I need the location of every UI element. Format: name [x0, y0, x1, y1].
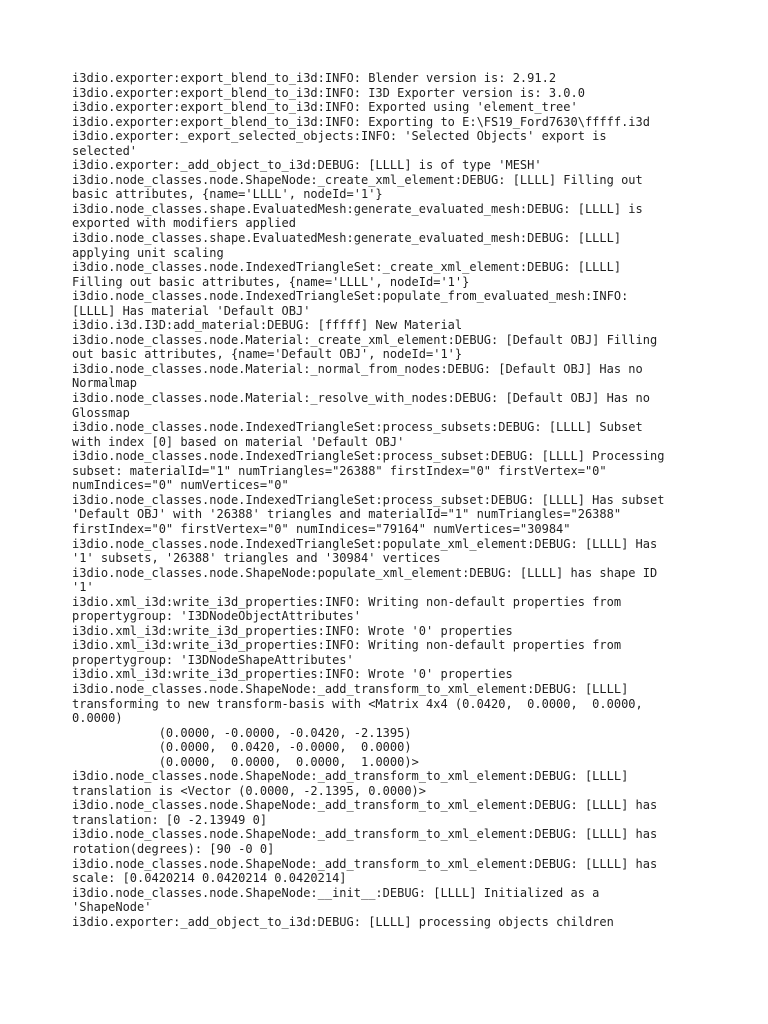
log-line: i3dio.node_classes.shape.EvaluatedMesh:generate_evaluated_mesh:DEBUG: [LLLL] is exported with modifiers applied: [72, 201, 643, 231]
log-line: i3dio.node_classes.node.IndexedTriangleSet:process_subsets:DEBUG: [LLLL] Subset with index [0] based on material 'Default OBJ': [72, 420, 643, 449]
log-line: i3dio.node_classes.node.IndexedTriangleSet:process_subset:DEBUG: [LLLL] Has subset 'Default OBJ' with '26388' triangles and materialId="1" numTriangles="26388" firstIndex="0" firstVertex="0" numIndices="79164" numVertices="30984": [72, 492, 665, 536]
log-line: i3dio.xml_i3d:write_i3d_properties:INFO: Writing non-default properties from propertygroup: 'I3DNodeShapeAttributes': [72, 638, 622, 667]
log-line: i3dio.exporter:_add_object_to_i3d:DEBUG: [LLLL] processing objects children: [72, 914, 614, 929]
log-line: i3dio.exporter:export_blend_to_i3d:INFO: Blender version is: 2.91.2: [72, 71, 557, 85]
log-line: i3dio.node_classes.node.Material:_resolve_with_nodes:DEBUG: [Default OBJ] Has no Glossmap: [72, 391, 650, 420]
log-line: i3dio.xml_i3d:write_i3d_properties:INFO: Wrote '0' properties: [72, 623, 513, 638]
log-line: i3dio.node_classes.node.IndexedTriangleSet:populate_from_evaluated_mesh:INFO: [LLLL] Has material 'Default OBJ': [72, 289, 629, 318]
log-line: i3dio.node_classes.node.ShapeNode:_add_transform_to_xml_element:DEBUG: [LLLL] has translation: [0 -2.13949 0]: [72, 798, 658, 827]
log-line: i3dio.exporter:_add_object_to_i3d:DEBUG: [LLLL] is of type 'MESH': [72, 158, 542, 173]
log-line: i3dio.node_classes.node.IndexedTriangleSet:process_subset:DEBUG: [LLLL] Processing subset: materialId="1" numTriangles="26388" firstIndex="0" firstVertex="0" numIndices="0" numVertices="0": [72, 449, 665, 493]
log-line: i3dio.node_classes.node.ShapeNode:_add_transform_to_xml_element:DEBUG: [LLLL] translation is <Vector (0.0000, -2.1395, 0.0000)>: [72, 769, 629, 798]
log-line: i3dio.i3d.I3D:add_material:DEBUG: [fffff] New Material: [72, 318, 463, 333]
log-line: i3dio.exporter:_export_selected_objects:INFO: 'Selected Objects' export is selected': [72, 129, 607, 158]
log-line: i3dio.node_classes.node.IndexedTriangleSet:_create_xml_element:DEBUG: [LLLL] Filling out basic attributes, {name='LLLL', nodeId='1'}: [72, 260, 622, 289]
log-line: i3dio.node_classes.node.Material:_normal_from_nodes:DEBUG: [Default OBJ] Has no Normalmap: [72, 361, 643, 391]
log-line: i3dio.node_classes.node.IndexedTriangleSet:populate_xml_element:DEBUG: [LLLL] Has '1' subsets, '26388' triangles and '30984' vertices: [72, 536, 658, 566]
log-output: [72, 71, 702, 929]
log-line: i3dio.xml_i3d:write_i3d_properties:INFO: Writing non-default properties from propertygroup: 'I3DNodeObjectAttributes': [72, 594, 622, 624]
log-line: i3dio.node_classes.node.ShapeNode:_add_transform_to_xml_element:DEBUG: [LLLL] has rotation(degrees): [90 -0 0]: [72, 827, 658, 856]
document-page: [72, 71, 702, 929]
log-line: i3dio.exporter:export_blend_to_i3d:INFO: Exported using 'element_tree': [72, 100, 578, 115]
log-line: i3dio.node_classes.node.ShapeNode:_add_transform_to_xml_element:DEBUG: [LLLL] has scale: [0.0420214 0.0420214 0.0420214]: [72, 856, 658, 886]
log-line: i3dio.node_classes.node.ShapeNode:_create_xml_element:DEBUG: [LLLL] Filling out basic attributes, {name='LLLL', nodeId='1'}: [72, 172, 643, 202]
log-line: i3dio.xml_i3d:write_i3d_properties:INFO: Wrote '0' properties: [72, 667, 513, 682]
log-line: i3dio.node_classes.node.ShapeNode:_add_transform_to_xml_element:DEBUG: [LLLL] transforming to new transform-basis with <Matrix 4x4 (0.0420, 0.0000, 0.0000, 0.0000) (0.0000, -0.0000, -0.0420, -2.1395) (0.0000, 0.0420, -0.0000, 0.0000) (0.0000, 0.0000, 0.0000, 1.0000)>: [72, 681, 643, 769]
log-line: i3dio.node_classes.node.ShapeNode:populate_xml_element:DEBUG: [LLLL] has shape ID '1': [72, 565, 658, 595]
log-line: i3dio.node_classes.node.Material:_create_xml_element:DEBUG: [Default OBJ] Filling out basic attributes, {name='Default OBJ', nodeId='1'}: [72, 332, 658, 362]
log-line: i3dio.exporter:export_blend_to_i3d:INFO: Exporting to E:\FS19_Ford7630\fffff.i3d: [72, 114, 650, 129]
log-line: i3dio.node_classes.shape.EvaluatedMesh:generate_evaluated_mesh:DEBUG: [LLLL] applying unit scaling: [72, 231, 622, 260]
log-line: i3dio.node_classes.node.ShapeNode:__init__:DEBUG: [LLLL] Initialized as a 'ShapeNode': [72, 885, 600, 915]
log-line: i3dio.exporter:export_blend_to_i3d:INFO: I3D Exporter version is: 3.0.0: [72, 85, 585, 100]
